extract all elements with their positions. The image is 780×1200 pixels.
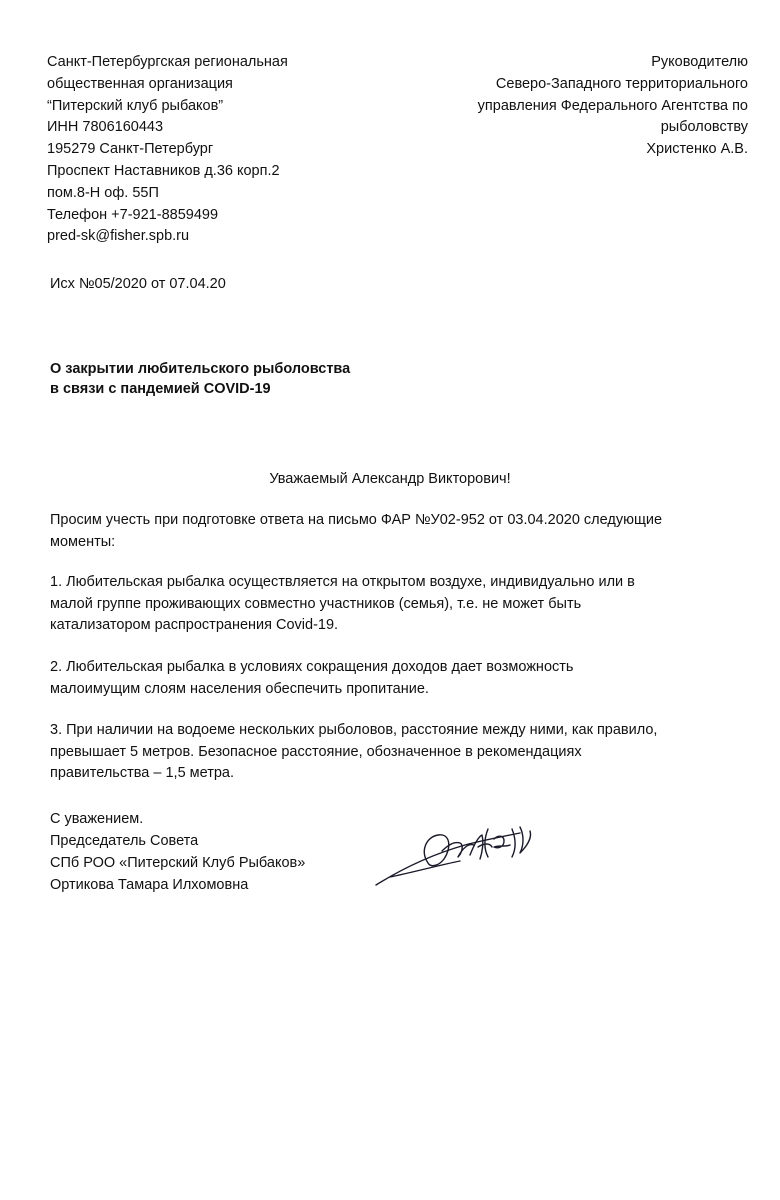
- signature-stroke: [485, 829, 488, 857]
- paragraph-line: малоимущим слоям населения обеспечить пропитание.: [50, 680, 429, 697]
- paragraph-line: катализатором распространения Covid-19.: [50, 617, 339, 633]
- sender-line: 195279 Санкт-Петербург: [47, 141, 214, 158]
- closing-line: С уважением.: [50, 811, 144, 827]
- signature-stroke: [512, 829, 515, 857]
- sender-line: ИНН 7806160443: [47, 119, 164, 136]
- signature-stroke: [470, 835, 483, 859]
- sender-email: pred-sk@fisher.spb.ru: [47, 228, 190, 245]
- letter-subject: [50, 359, 350, 399]
- paragraph-2: [50, 657, 750, 700]
- recipient-block: [428, 52, 748, 161]
- sender-line: Санкт-Петербургская региональная: [47, 54, 288, 70]
- paragraph-line: 1. Любительская рыбалка осуществляется на открытом воздухе, индивидуально или в: [50, 574, 635, 590]
- paragraph-line: превышает 5 метров. Безопасное расстояние, обозначенное в рекомендациях: [50, 743, 582, 760]
- outgoing-reference: Исх №05/2020 от 07.04.20: [50, 276, 226, 292]
- recipient-line: рыболовству: [660, 119, 748, 136]
- signature-stroke: [520, 827, 531, 853]
- paragraph-1: [50, 572, 750, 637]
- recipient-line: Руководителю: [651, 54, 748, 70]
- paragraph-line: малой группе проживающих совместно участников (семья), т.е. не может быть: [50, 595, 582, 612]
- recipient-line: Христенко А.В.: [646, 141, 748, 158]
- signature-stroke: [424, 835, 448, 866]
- recipient-line: управления Федерального Агентства по: [477, 97, 748, 114]
- paragraph-line: 2. Любительская рыбалка в условиях сокращения доходов дает возможность: [50, 659, 574, 675]
- sender-line: Телефон +7-921-8859499: [47, 206, 219, 223]
- signature-stroke: [390, 861, 460, 877]
- subject-line: в связи с пандемией COVID-19: [50, 381, 271, 397]
- recipient-line: Северо-Западного территориального: [495, 75, 748, 92]
- paragraph-line: 3. При наличии на водоеме нескольких рыболовов, расстояние между ними, как правило,: [50, 722, 658, 738]
- sender-block: [47, 52, 377, 248]
- handwritten-signature: [370, 815, 540, 895]
- sender-line: “Питерский клуб рыбаков”: [47, 97, 224, 114]
- subject-line: О закрытии любительского рыболовства: [50, 361, 351, 377]
- sender-line: общественная организация: [47, 75, 233, 92]
- paragraph-intro: [50, 510, 750, 553]
- signatory-name: Ортикова Тамара Илхомовна: [50, 877, 249, 893]
- paragraph-line: Просим учесть при подготовке ответа на письмо ФАР №У02-952 от 03.04.2020 следующие: [50, 512, 663, 528]
- paragraph-line: правительства – 1,5 метра.: [50, 765, 235, 781]
- paragraph-3: [50, 720, 750, 785]
- sender-line: Проспект Наставников д.36 корп.2: [47, 162, 280, 179]
- sender-line: пом.8-Н оф. 55П: [47, 184, 159, 201]
- greeting: Уважаемый Александр Викторович!: [269, 471, 511, 487]
- signature-stroke: [494, 836, 510, 848]
- closing-line: СПб РОО «Питерский Клуб Рыбаков»: [50, 855, 306, 871]
- closing-line: Председатель Совета: [50, 833, 199, 849]
- paragraph-line: моменты:: [50, 533, 116, 550]
- closing-block: [50, 808, 305, 896]
